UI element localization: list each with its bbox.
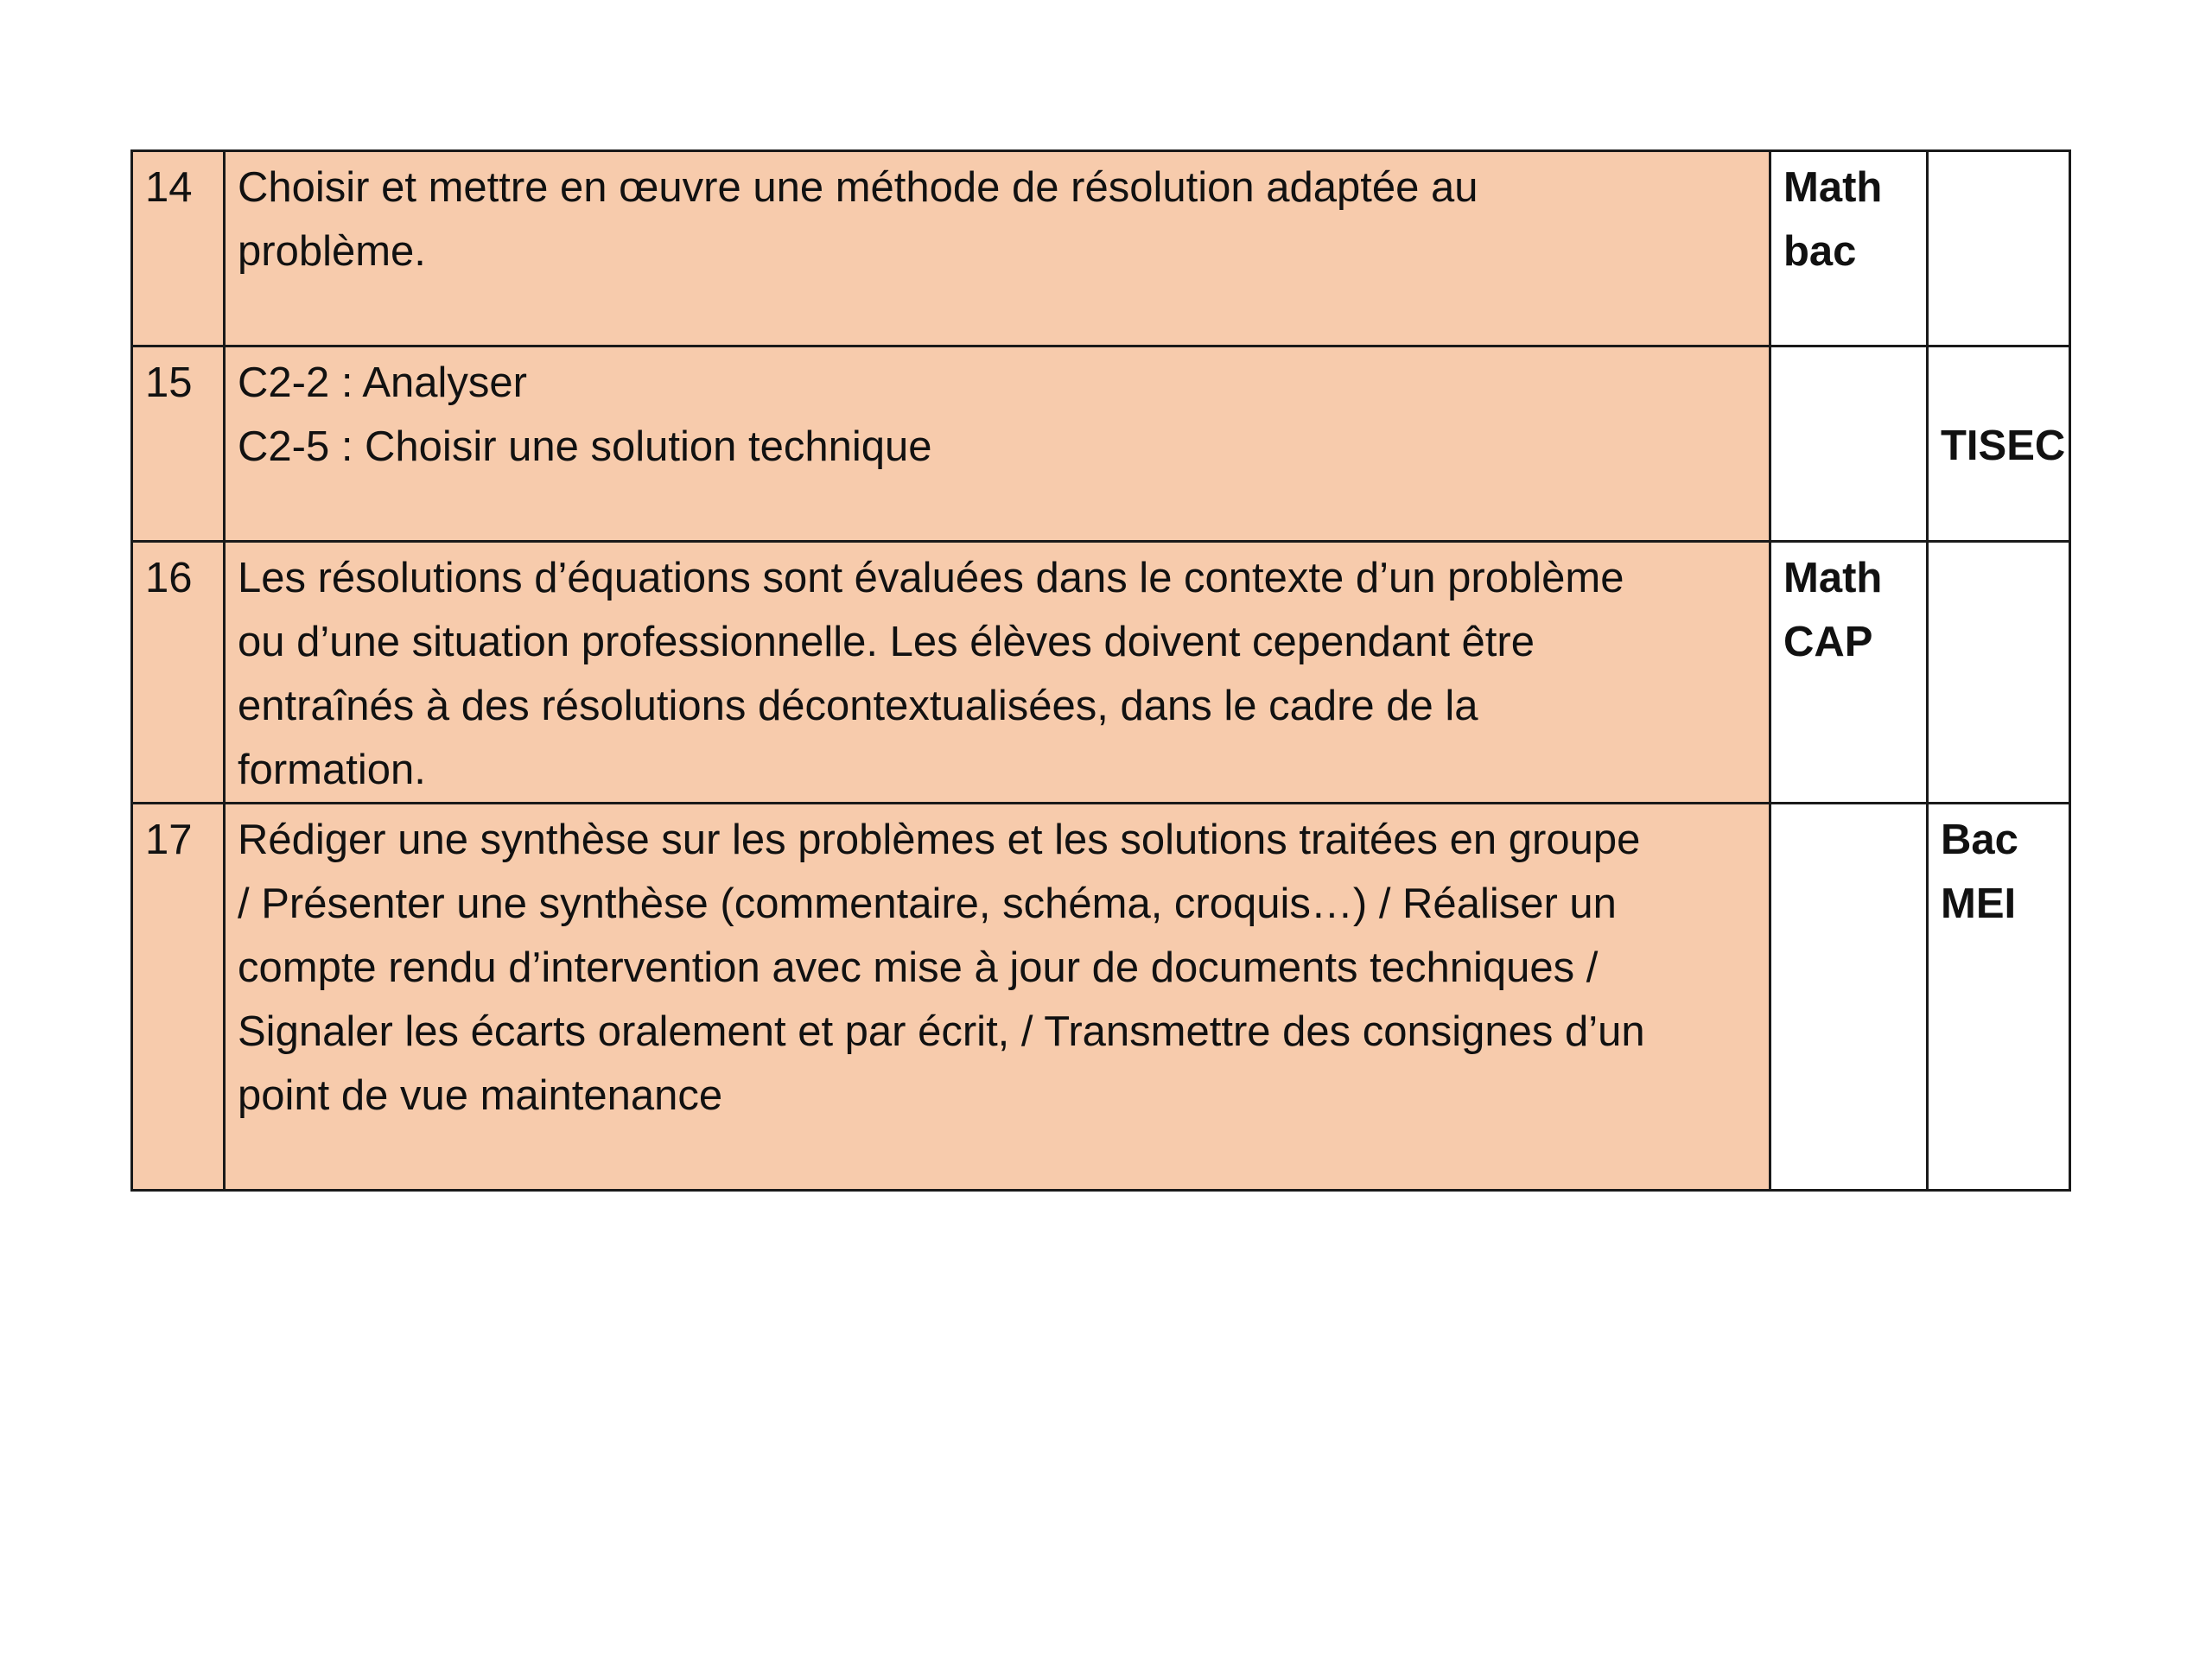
table-row (132, 151, 2070, 346)
text-line: entraînés à des résolutions décontextualisées, dans le cadre de la (238, 683, 1478, 729)
text-line: Rédiger une synthèse sur les problèmes et les solutions traitées en groupe (238, 817, 1641, 863)
text-line: problème. (238, 228, 426, 275)
table-row (132, 804, 2070, 1191)
text-line: C2-5 : Choisir une solution technique (238, 423, 932, 470)
level-cell-b (1928, 542, 2070, 804)
level-cell-a (1770, 542, 1928, 804)
table-row (132, 346, 2070, 542)
tag-line: Math (1783, 164, 1883, 211)
level-cell-b (1928, 151, 2070, 346)
level-cell-a (1770, 151, 1928, 346)
text-line: Les résolutions d’équations sont évaluées dans le contexte d’un problème (238, 555, 1624, 601)
row-text (225, 542, 1770, 804)
row-number: 14 (132, 151, 225, 346)
tag-line: CAP (1783, 619, 1873, 665)
row-text (225, 804, 1770, 1191)
row-number: 16 (132, 542, 225, 804)
text-line: C2-2 : Analyser (238, 359, 527, 406)
row-number: 15 (132, 346, 225, 542)
text-line: point de vue maintenance (238, 1072, 723, 1119)
text-line: Signaler les écarts oralement et par écrit, / Transmettre des consignes d’un (238, 1008, 1645, 1055)
tag-line: Math (1783, 555, 1883, 601)
text-line: compte rendu d’intervention avec mise à jour de documents techniques / (238, 944, 1599, 991)
table-row (132, 542, 2070, 804)
level-cell-a (1770, 804, 1928, 1191)
tag-line: TISEC (1941, 422, 2066, 469)
text-line: ou d’une situation professionnelle. Les élèves doivent cependant être (238, 619, 1535, 665)
text-line: formation. (238, 747, 426, 793)
row-number: 17 (132, 804, 225, 1191)
level-cell-b (1928, 804, 2070, 1191)
tag-line: MEI (1941, 880, 2017, 927)
text-line: / Présenter une synthèse (commentaire, schéma, croquis…) / Réaliser un (238, 880, 1617, 927)
tag-line: bac (1783, 228, 1857, 275)
text-line: Choisir et mettre en œuvre une méthode de résolution adaptée au (238, 164, 1478, 211)
tag-line: Bac (1941, 817, 2018, 863)
row-text (225, 346, 1770, 542)
level-cell-a (1770, 346, 1928, 542)
row-text (225, 151, 1770, 346)
competency-table (130, 149, 2071, 1192)
level-cell-b (1928, 346, 2070, 542)
